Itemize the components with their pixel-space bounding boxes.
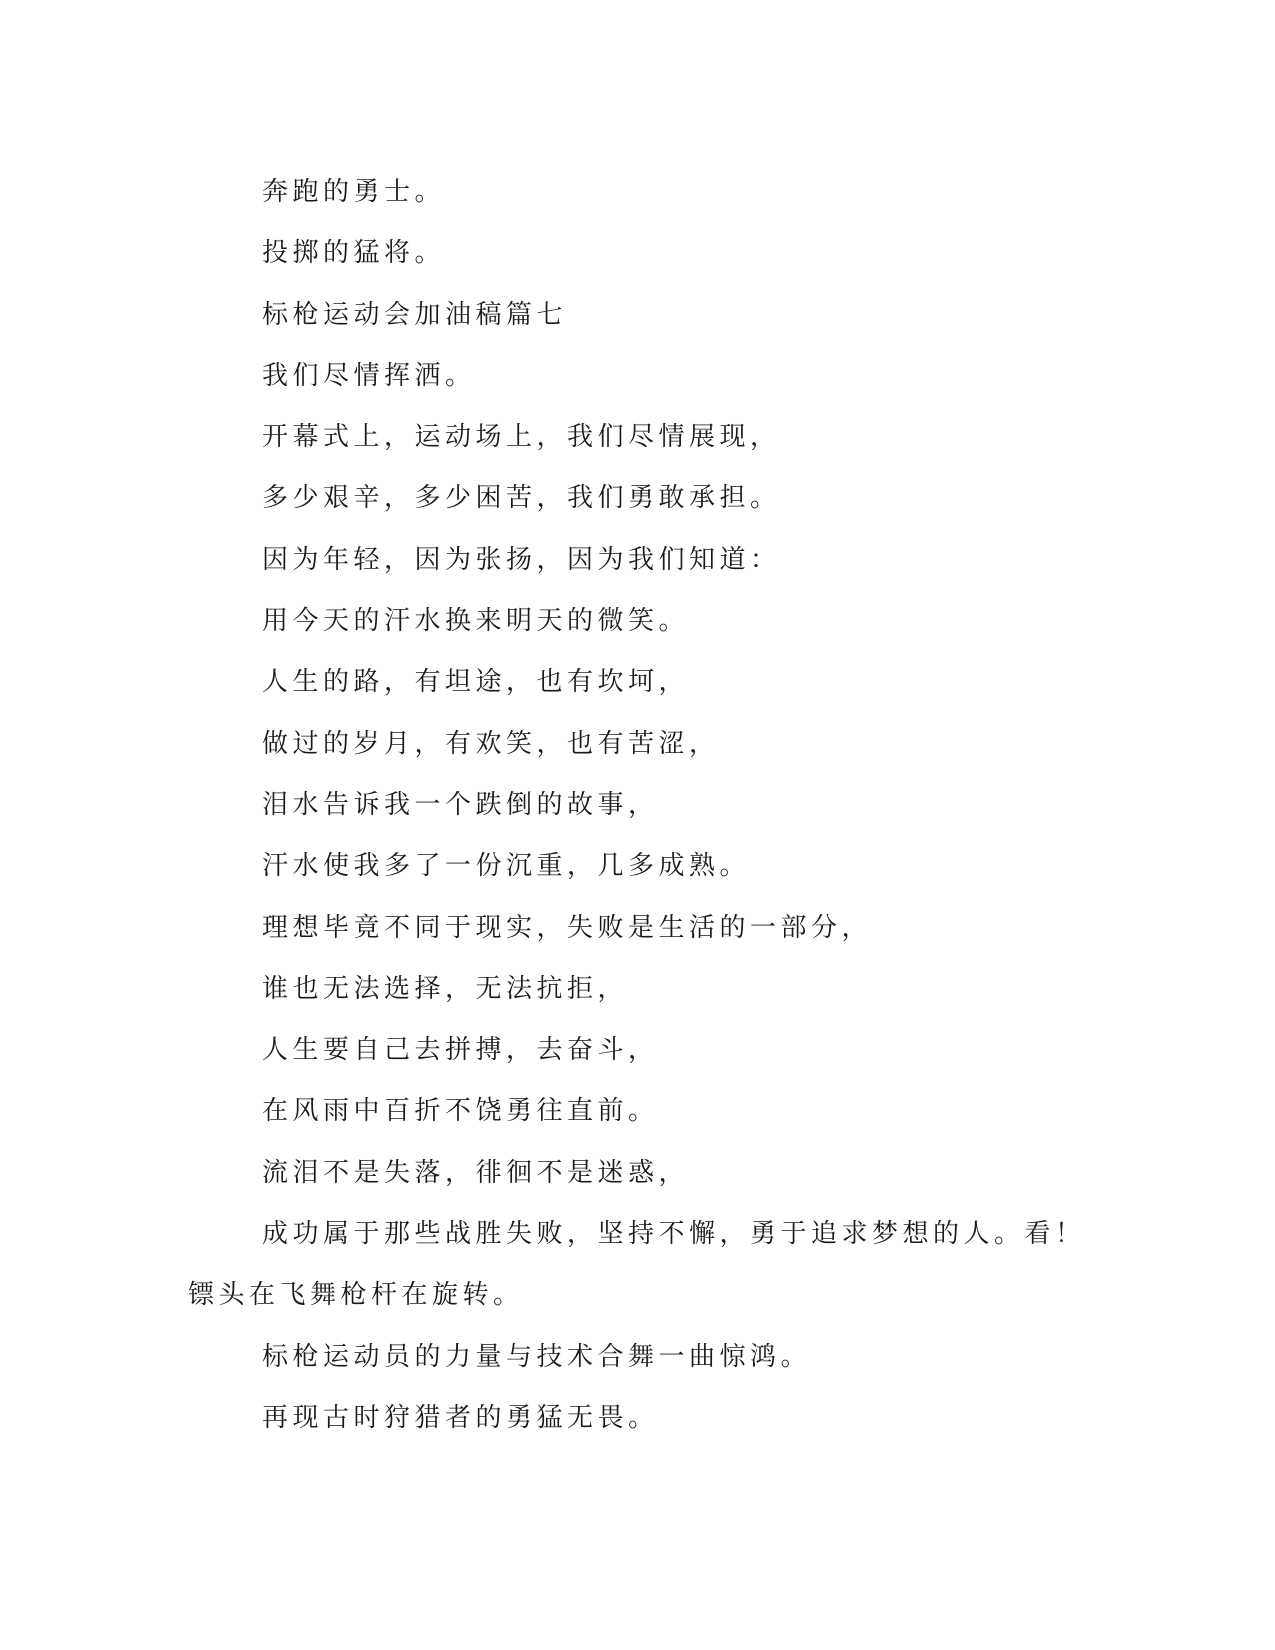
paragraph-11: 泪水告诉我一个跌倒的故事， [262, 789, 659, 820]
paragraph-10: 做过的岁月，有欢笑，也有苦涩， [262, 728, 720, 759]
paragraph-9: 人生的路，有坦途，也有坎坷， [262, 667, 690, 698]
paragraph-14: 谁也无法选择，无法抗拒， [262, 973, 629, 1004]
paragraph-7: 因为年轻，因为张扬，因为我们知道： [262, 544, 781, 575]
paragraph-19: 标枪运动员的力量与技术合舞一曲惊鸿。 [262, 1341, 812, 1372]
paragraph-1: 奔跑的勇士。 [262, 177, 446, 207]
paragraph-17: 流泪不是失落，徘徊不是迷惑， [262, 1157, 690, 1188]
paragraph-8: 用今天的汗水换来明天的微笑。 [262, 606, 690, 637]
paragraph-16: 在风雨中百折不饶勇往直前。 [262, 1096, 659, 1127]
paragraph-15: 人生要自己去拼搏，去奋斗， [262, 1035, 659, 1066]
section-heading: 标枪运动会加油稿篇七 [262, 299, 568, 330]
paragraph-18: 成功属于那些战胜失败，坚持不懈，勇于追求梦想的人。看！镖头在飞舞枪杆在旋转。 [188, 1219, 1086, 1311]
paragraph-12: 汗水使我多了一份沉重，几多成熟。 [262, 851, 751, 882]
document-body [188, 162, 1088, 1449]
paragraph-13: 理想毕竟不同于现实，失败是生活的一部分， [262, 912, 873, 943]
paragraph-4: 我们尽情挥洒。 [262, 360, 476, 391]
paragraph-6: 多少艰辛，多少困苦，我们勇敢承担。 [262, 483, 781, 514]
paragraph-5: 开幕式上，运动场上，我们尽情展现， [262, 422, 781, 453]
paragraph-2: 投掷的猛将。 [262, 238, 446, 269]
paragraph-20: 再现古时狩猎者的勇猛无畏。 [262, 1402, 659, 1433]
